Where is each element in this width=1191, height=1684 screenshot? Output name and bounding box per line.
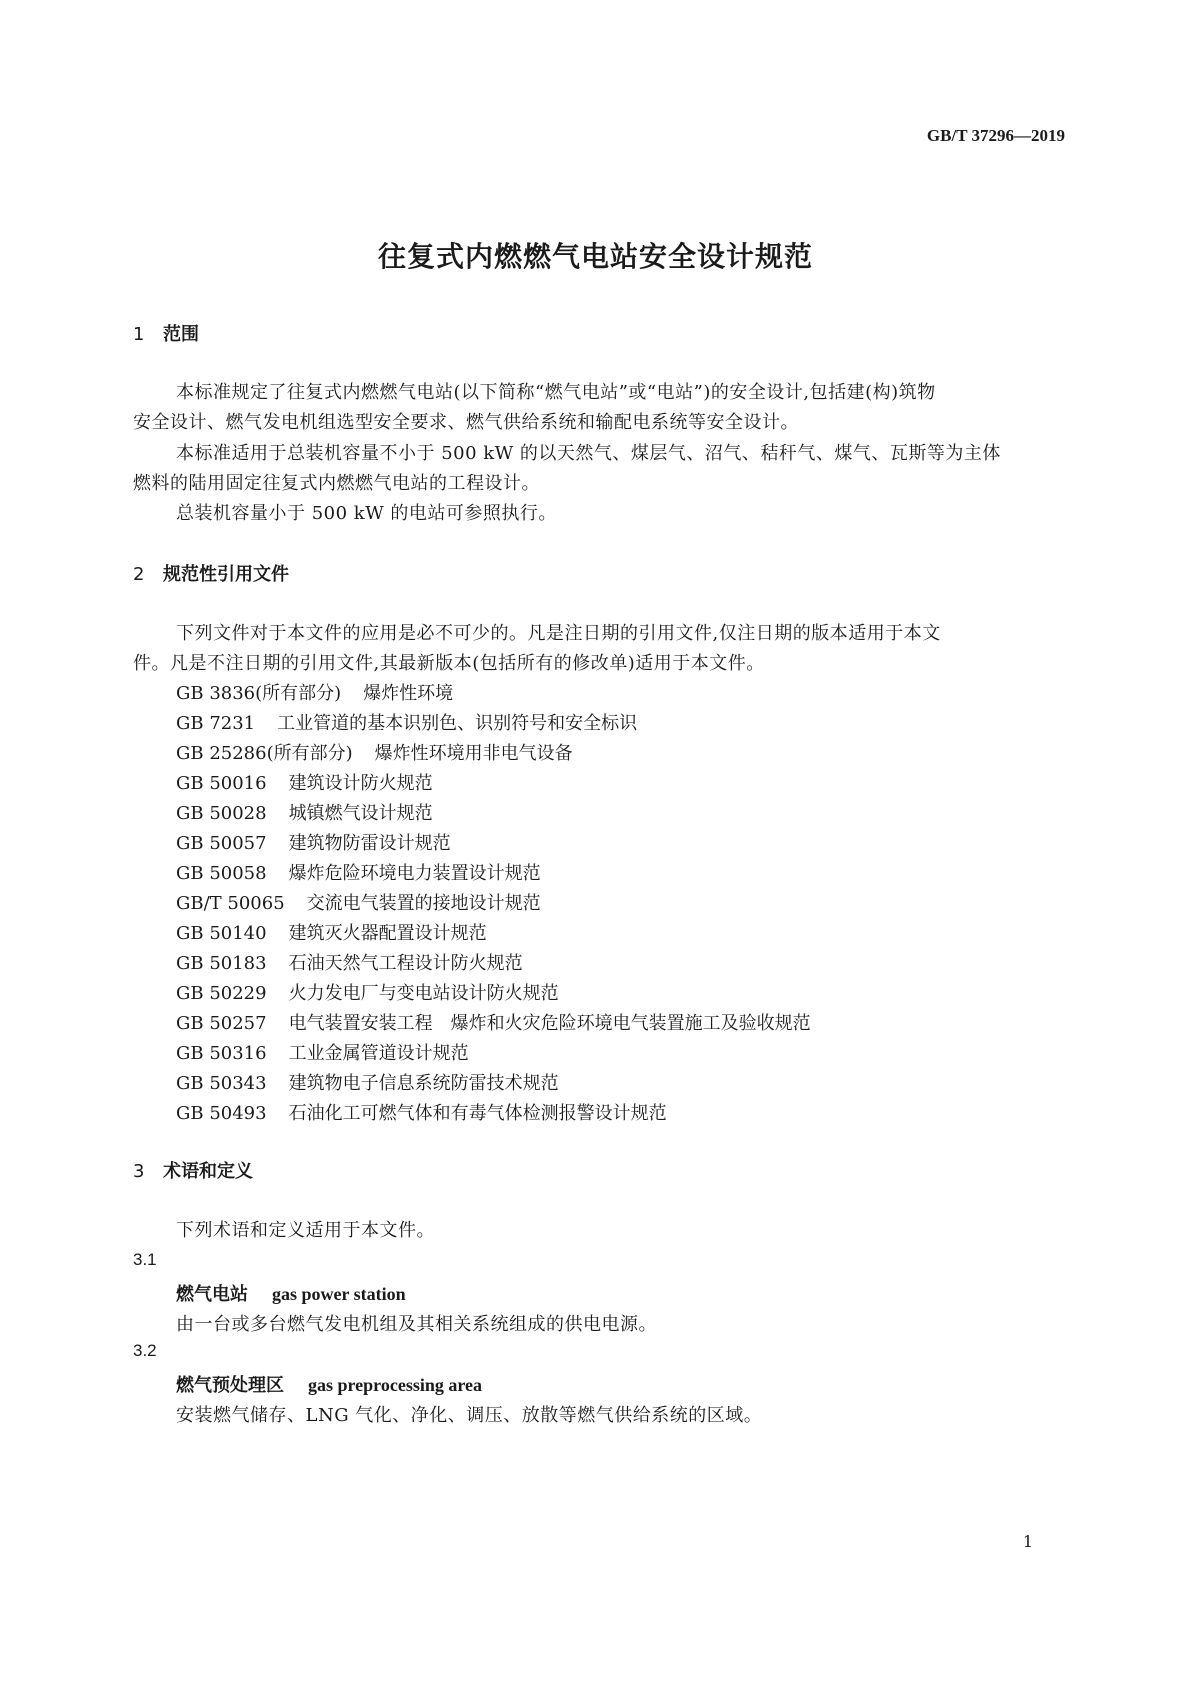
term-en: gas power station xyxy=(272,1284,406,1304)
section-title: 规范性引用文件 xyxy=(163,564,289,585)
reference-code: GB/T 50065 xyxy=(176,893,285,914)
reference-code: GB 7231 xyxy=(176,713,256,734)
term-definition: 由一台或多台燃气发电机组及其相关系统组成的供电电源。 xyxy=(176,1314,657,1335)
section-1-heading xyxy=(133,320,199,346)
reference-item xyxy=(176,1009,811,1035)
reference-item xyxy=(176,829,451,855)
term-number: 3.2 xyxy=(133,1341,157,1360)
term-en: gas preprocessing area xyxy=(308,1375,482,1395)
reference-title: 石油化工可燃气体和有毒气体检测报警设计规范 xyxy=(288,1103,667,1124)
reference-title: 爆炸危险环境电力装置设计规范 xyxy=(288,863,541,884)
reference-code: GB 3836(所有部分) xyxy=(176,683,342,704)
reference-title: 工业管道的基本识别色、识别符号和安全标识 xyxy=(277,713,638,734)
reference-item xyxy=(176,979,559,1005)
reference-title: 爆炸性环境 xyxy=(363,683,454,704)
term-definition: 安装燃气储存、LNG 气化、净化、调压、放散等燃气供给系统的区域。 xyxy=(176,1405,763,1426)
paragraph-line: 总装机容量小于 500 kW 的电站可参照执行。 xyxy=(176,503,557,524)
paragraph-line: 本标准适用于总装机容量不小于 500 kW 的以天然气、煤层气、沼气、秸秆气、煤气、瓦斯等为主体 xyxy=(176,443,1001,464)
reference-title: 建筑物电子信息系统防雷技术规范 xyxy=(288,1073,559,1094)
reference-code: GB 50183 xyxy=(176,953,267,974)
reference-code: GB 50493 xyxy=(176,1103,267,1124)
reference-title: 建筑物防雷设计规范 xyxy=(288,833,451,854)
section-3-heading xyxy=(133,1157,253,1183)
document-title: 往复式内燃燃气电站安全设计规范 xyxy=(377,240,813,273)
reference-code: GB 50257 xyxy=(176,1013,267,1034)
standard-code: GB/T 37296—2019 xyxy=(926,126,1065,145)
section-title: 术语和定义 xyxy=(163,1161,253,1182)
reference-code: GB 50229 xyxy=(176,983,267,1004)
reference-code: GB 50028 xyxy=(176,803,267,824)
reference-title: 建筑设计防火规范 xyxy=(288,773,433,794)
reference-item xyxy=(176,1099,667,1125)
reference-code: GB 50316 xyxy=(176,1043,267,1064)
reference-item xyxy=(176,859,541,885)
term-entry xyxy=(176,1280,406,1306)
section-title: 范围 xyxy=(163,324,199,345)
reference-title: 电气装置安装工程 爆炸和火灾危险环境电气装置施工及验收规范 xyxy=(288,1013,811,1034)
reference-title: 工业金属管道设计规范 xyxy=(288,1043,469,1064)
reference-item xyxy=(176,1039,469,1065)
reference-item xyxy=(176,769,433,795)
section-number: 3 xyxy=(133,1161,145,1182)
reference-item xyxy=(176,799,433,825)
paragraph-line: 安全设计、燃气发电机组选型安全要求、燃气供给系统和输配电系统等安全设计。 xyxy=(133,412,799,433)
paragraph-line: 下列术语和定义适用于本文件。 xyxy=(176,1220,435,1241)
reference-item xyxy=(176,949,523,975)
term-number: 3.1 xyxy=(133,1250,157,1269)
reference-title: 石油天然气工程设计防火规范 xyxy=(288,953,523,974)
reference-code: GB 50057 xyxy=(176,833,267,854)
section-number: 1 xyxy=(133,324,145,345)
section-2-heading xyxy=(133,560,289,586)
reference-item xyxy=(176,919,487,945)
reference-item xyxy=(176,739,573,765)
reference-code: GB 50343 xyxy=(176,1073,267,1094)
reference-item xyxy=(176,679,453,705)
reference-code: GB 50140 xyxy=(176,923,267,944)
term-entry xyxy=(176,1371,482,1397)
reference-title: 爆炸性环境用非电气设备 xyxy=(374,743,573,764)
reference-title: 交流电气装置的接地设计规范 xyxy=(306,893,541,914)
paragraph-line: 燃料的陆用固定往复式内燃燃气电站的工程设计。 xyxy=(133,473,540,494)
term-zh: 燃气电站 xyxy=(176,1284,248,1305)
section-number: 2 xyxy=(133,564,145,585)
reference-item xyxy=(176,889,541,915)
reference-code: GB 25286(所有部分) xyxy=(176,743,353,764)
reference-code: GB 50058 xyxy=(176,863,267,884)
term-zh: 燃气预处理区 xyxy=(176,1375,284,1396)
reference-title: 城镇燃气设计规范 xyxy=(288,803,433,824)
paragraph-line: 本标准规定了往复式内燃燃气电站(以下简称“燃气电站”或“电站”)的安全设计,包括建(构)筑物 xyxy=(176,382,936,403)
reference-title: 火力发电厂与变电站设计防火规范 xyxy=(288,983,559,1004)
reference-item xyxy=(176,709,637,735)
paragraph-line: 件。凡是不注日期的引用文件,其最新版本(包括所有的修改单)适用于本文件。 xyxy=(133,653,765,674)
paragraph-line: 下列文件对于本文件的应用是必不可少的。凡是注日期的引用文件,仅注日期的版本适用于本文 xyxy=(176,623,941,644)
page-number: 1 xyxy=(1022,1532,1033,1551)
reference-item xyxy=(176,1069,559,1095)
reference-title: 建筑灭火器配置设计规范 xyxy=(288,923,487,944)
reference-code: GB 50016 xyxy=(176,773,267,794)
